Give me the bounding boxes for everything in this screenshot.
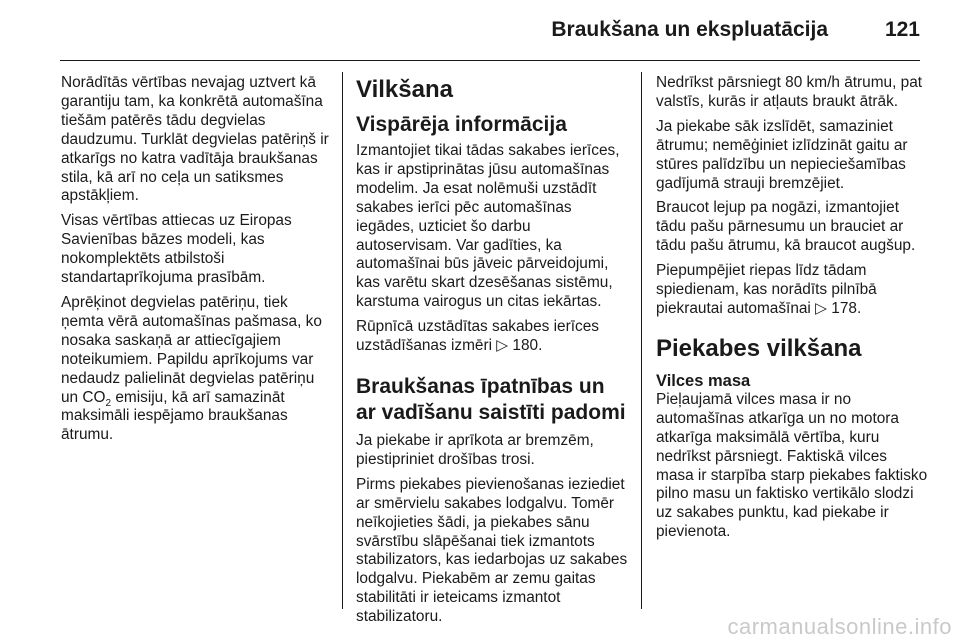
page-number: 121 <box>884 18 920 41</box>
subscript: 2 <box>105 397 112 409</box>
paragraph <box>356 318 628 356</box>
paragraph: Visas vērtības attiecas uz Eiropas Savienības bāzes modeli, kas nokomplektēts atbilstoši standartaprīkojuma prasībām. <box>61 212 292 287</box>
header-title: Braukšana un ekspluatācija <box>551 18 828 41</box>
column-middle <box>356 74 628 633</box>
section-heading: Piekabes vilkšana <box>656 334 862 362</box>
paragraph: Izmantojiet tikai tādas sakabes ierīces, kas ir apstiprinātas jūsu automašīnas modelim. Ja esat nolēmuši uzstādīt sakabes ierīci pēc automašīnas iegādes, uzticiet šo darbu autoservisam. Var gadīties, ka automašīnai būs jāveic pārveidojumi, kas varētu skart dzesēšanas sistēmu, karstuma vairogus un citas iekārtas. <box>356 142 620 311</box>
paragraph: Norādītās vērtības nevajag uztvert kā garantiju tam, ka konkrētā automašīna tiešām patērēs tādu degvielas daudzumu. Turklāt degvielas patēriņš ir atkarīgs no katra vadītāja braukšanas stila, kā arī no ceļa un satiksmes apstākļiem. <box>61 74 329 205</box>
paragraph-text: Rūpnīcā uzstādītas sakabes ierīces uzstādīšanas izmēri <box>356 318 599 355</box>
paragraph-text: Aprēķinot degvielas patēriņu, tiek ņemta vērā automašīnas pašmasa, ko nosaka saskaņā ar attiecīgajiem noteikumiem. Papildu aprīkojums var nedaudz palielināt degvielas patēriņu un CO <box>61 293 322 406</box>
page-reference-link[interactable]: 178. <box>831 299 862 317</box>
paragraph: Pieļaujamā vilces masa ir no automašīnas atkarīga un no motora atkarīga maksimālā vērtība, kuru nedrīkst pārsniegt. Faktiskā vilces masa ir starpība starp piekabes faktisko pilno masu un faktisko vertikālo slodzi uz sakabes punktu, kad piekabe ir pievienota. <box>656 390 928 541</box>
section-heading: Vilkšana <box>356 76 453 103</box>
subsection-heading: Vilces masa <box>656 371 751 390</box>
paragraph: Pirms piekabes pievienošanas ieziediet ar smērvielu sakabes lodgalvu. Tomēr neīkojieties šādi, ja piekabes sānu svārstību slāpēšanai tiek izmantots stabilizators, kas iedarbojas uz sakabes lodgalvu. Piekabēm ar zemu gaitas stabilitāti ir ieteicams izmantot stabilizatoru. <box>356 475 628 626</box>
subsection-heading: Vispārēja informācija <box>356 113 567 136</box>
header-rule <box>60 60 920 61</box>
page-header <box>0 0 960 60</box>
paragraph <box>656 262 928 319</box>
column-divider <box>641 72 642 609</box>
paragraph <box>61 294 329 445</box>
page-reference-link[interactable]: 180. <box>512 337 543 355</box>
page-reference-arrow-icon: ▷ <box>496 337 509 355</box>
paragraph: Nedrīkst pārsniegt 80 km/h ātrumu, pat valstīs, kurās ir atļauts braukt ātrāk. <box>656 74 923 110</box>
watermark: carmanualsonline.info <box>727 614 952 639</box>
paragraph-text: Piepumpējiet riepas līdz tādam spiedienam, kas norādīts pilnībā piekrautai automašīnai <box>656 262 877 317</box>
column-left <box>61 74 329 451</box>
paragraph: Braucot lejup pa nogāzi, izmantojiet tādu pašu pārnesumu un brauciet ar tādu pašu ātrumu, kā braucot augšup. <box>656 199 916 255</box>
subsection-heading: Braukšanas īpatnības un ar vadīšanu saistīti padomi <box>356 374 626 424</box>
paragraph: Ja piekabe sāk izslīdēt, samaziniet ātrumu; nemēģiniet izlīdzināt gaitu ar stūres palīdzību un nepieciešamības gadījumā strauji bremzējiet. <box>656 117 908 192</box>
page-reference-arrow-icon: ▷ <box>815 299 827 317</box>
column-divider <box>342 72 343 609</box>
paragraph: Ja piekabe ir aprīkota ar bremzēm, piestipriniet drošības trosi. <box>356 431 594 468</box>
column-right <box>656 74 928 548</box>
paragraph-text: emisiju, kā arī samazināt maksimāli iespējamo braukšanas ātrumu. <box>61 388 288 444</box>
